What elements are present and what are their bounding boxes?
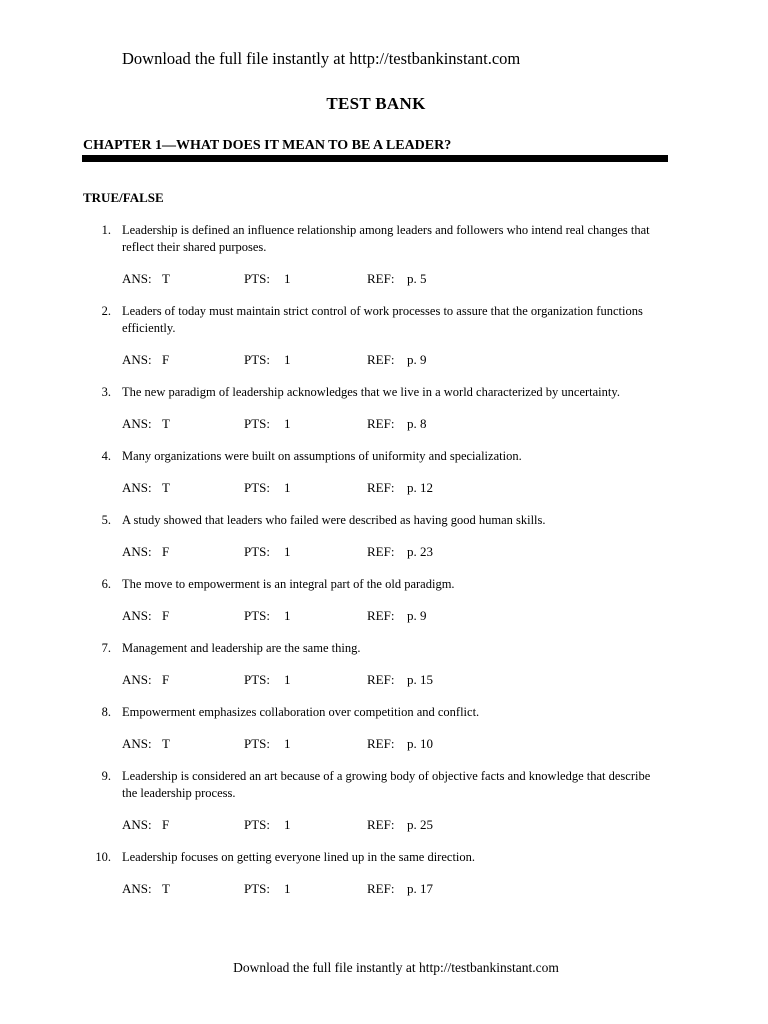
question-text: Leadership is considered an art because of a growing body of objective facts and knowledge that describe the leadership process.: [122, 769, 651, 800]
question-number: 6.: [101, 577, 111, 591]
ref-label: REF:: [367, 672, 395, 687]
answer-line: [122, 351, 683, 368]
question-item: [83, 448, 683, 496]
ans-value: F: [162, 352, 170, 367]
ref-value: p. 5: [407, 271, 427, 286]
pts-label: PTS:: [244, 817, 271, 832]
question-item: [83, 704, 683, 752]
ans-value: T: [162, 416, 170, 431]
ref-label: REF:: [367, 881, 395, 896]
ans-label: ANS:: [122, 271, 152, 286]
question-text: The new paradigm of leadership acknowledges that we live in a world characterized by uncertainty.: [122, 385, 620, 399]
question-number: 4.: [101, 449, 111, 463]
pts-value: 1: [284, 672, 291, 687]
question-text: Many organizations were built on assumptions of uniformity and specialization.: [122, 449, 522, 463]
ans-value: F: [162, 817, 170, 832]
question-number: 7.: [101, 641, 111, 655]
ans-label: ANS:: [122, 416, 152, 431]
pts-value: 1: [284, 608, 291, 623]
question-number: 2.: [101, 304, 111, 318]
ref-label: REF:: [367, 480, 395, 495]
ans-label: ANS:: [122, 817, 152, 832]
pts-value: 1: [284, 271, 291, 286]
answer-line: [122, 479, 683, 496]
pts-value: 1: [284, 480, 291, 495]
ref-label: REF:: [367, 352, 395, 367]
pts-value: 1: [284, 817, 291, 832]
pts-label: PTS:: [244, 271, 271, 286]
ans-value: F: [162, 672, 170, 687]
ref-value: p. 9: [407, 608, 427, 623]
answer-line: [122, 607, 683, 624]
ans-value: F: [162, 608, 170, 623]
pts-label: PTS:: [244, 352, 271, 367]
question-number: 1.: [101, 223, 111, 237]
pts-label: PTS:: [244, 881, 271, 896]
pts-label: PTS:: [244, 416, 271, 431]
pts-label: PTS:: [244, 672, 271, 687]
answer-line: [122, 270, 683, 287]
ref-value: p. 23: [407, 544, 433, 559]
pts-value: 1: [284, 881, 291, 896]
pts-label: PTS:: [244, 736, 271, 751]
answer-line: [122, 543, 683, 560]
pts-label: PTS:: [244, 544, 271, 559]
page-title: TEST BANK: [326, 94, 426, 113]
question-item: [83, 640, 683, 688]
ref-value: p. 9: [407, 352, 427, 367]
ref-label: REF:: [367, 271, 395, 286]
ans-label: ANS:: [122, 881, 152, 896]
ans-value: T: [162, 480, 170, 495]
question-text: The move to empowerment is an integral part of the old paradigm.: [122, 577, 455, 591]
ans-label: ANS:: [122, 672, 152, 687]
chapter-heading: CHAPTER 1—WHAT DOES IT MEAN TO BE A LEADER?: [83, 138, 452, 153]
ans-value: T: [162, 271, 170, 286]
question-text: A study showed that leaders who failed were described as having good human skills.: [122, 513, 546, 527]
footer-download-link[interactable]: Download the full file instantly at http://testbankinstant.com: [233, 960, 559, 975]
ref-value: p. 25: [407, 817, 433, 832]
answer-line: [122, 735, 683, 752]
question-text: Empowerment emphasizes collaboration over competition and conflict.: [122, 705, 480, 719]
question-item: [83, 303, 683, 368]
ans-label: ANS:: [122, 608, 152, 623]
answer-line: [122, 816, 683, 833]
question-item: [83, 512, 683, 560]
question-item: [83, 222, 683, 287]
ans-label: ANS:: [122, 736, 152, 751]
ref-value: p. 12: [407, 480, 433, 495]
question-number: 10.: [95, 850, 111, 864]
heading-rule: [82, 155, 668, 162]
question-list: [83, 222, 683, 897]
ref-label: REF:: [367, 544, 395, 559]
answer-line: [122, 415, 683, 432]
question-number: 9.: [101, 769, 111, 783]
header-download-link[interactable]: Download the full file instantly at http://testbankinstant.com: [122, 49, 521, 68]
ans-value: T: [162, 736, 170, 751]
ref-label: REF:: [367, 736, 395, 751]
question-number: 5.: [101, 513, 111, 527]
question-item: [83, 384, 683, 432]
ref-value: p. 15: [407, 672, 433, 687]
ref-label: REF:: [367, 817, 395, 832]
question-text: Management and leadership are the same thing.: [122, 641, 361, 655]
question-item: [83, 576, 683, 624]
ans-label: ANS:: [122, 544, 152, 559]
question-item: [83, 849, 683, 897]
answer-line: [122, 880, 683, 897]
pts-value: 1: [284, 544, 291, 559]
answer-line: [122, 671, 683, 688]
question-number: 3.: [101, 385, 111, 399]
question-item: [83, 768, 683, 833]
ans-value: F: [162, 544, 170, 559]
question-text: Leadership is defined an influence relationship among leaders and followers who intend real changes that reflect their shared purposes.: [122, 223, 650, 254]
pts-label: PTS:: [244, 480, 271, 495]
ans-value: T: [162, 881, 170, 896]
ref-label: REF:: [367, 416, 395, 431]
pts-value: 1: [284, 416, 291, 431]
ans-label: ANS:: [122, 352, 152, 367]
pts-label: PTS:: [244, 608, 271, 623]
ref-label: REF:: [367, 608, 395, 623]
ref-value: p. 10: [407, 736, 433, 751]
question-text: Leadership focuses on getting everyone lined up in the same direction.: [122, 850, 476, 864]
ref-value: p. 8: [407, 416, 427, 431]
question-number: 8.: [101, 705, 111, 719]
question-text: Leaders of today must maintain strict control of work processes to assure that the organization functions efficiently.: [122, 304, 643, 335]
pts-value: 1: [284, 736, 291, 751]
ans-label: ANS:: [122, 480, 152, 495]
pts-value: 1: [284, 352, 291, 367]
section-heading: TRUE/FALSE: [83, 190, 164, 205]
ref-value: p. 17: [407, 881, 433, 896]
